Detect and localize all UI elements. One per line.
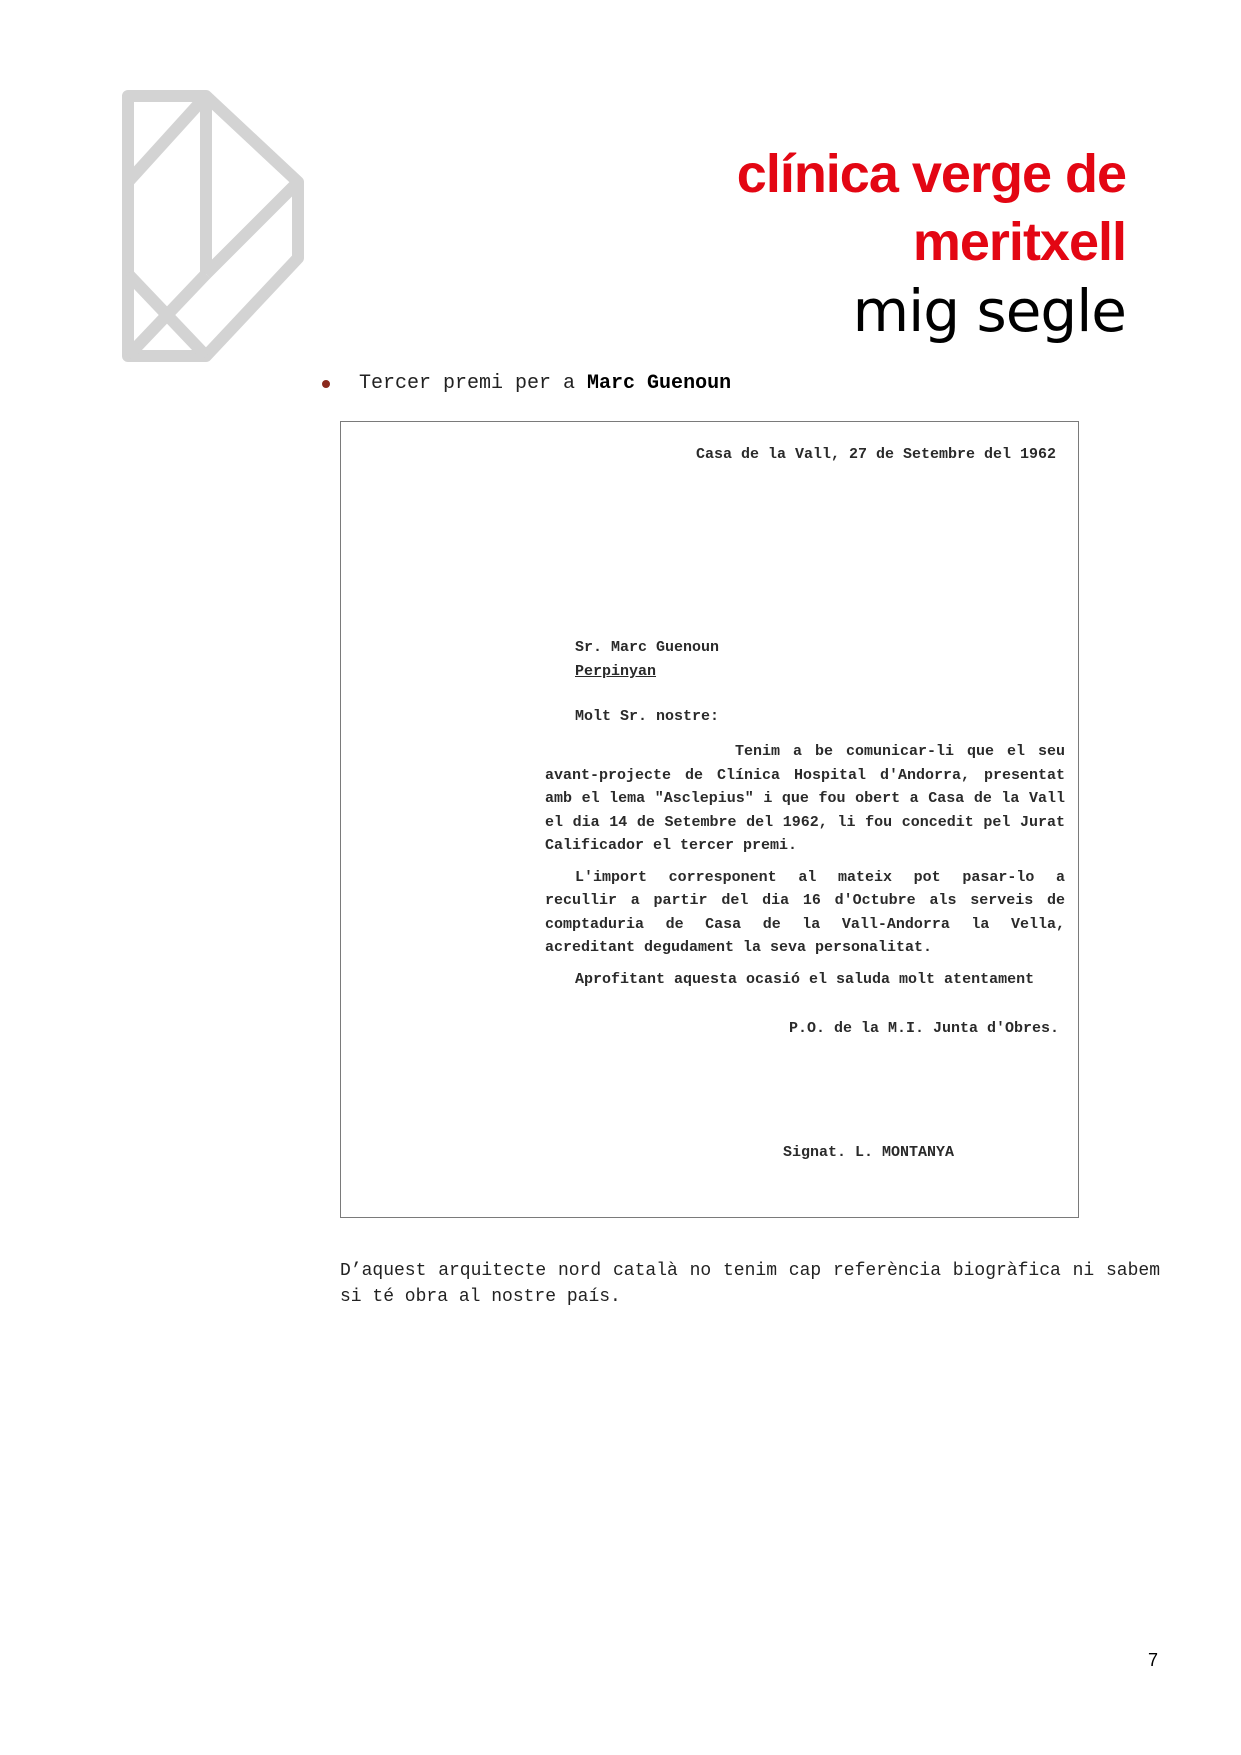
letter-closing: P.O. de la M.I. Junta d'Obres. (789, 1020, 1060, 1037)
letter-paragraph: L'import corresponent al mateix pot pasar-lo a recullir a partir del dia 16 d'Octubre als serveis de comptaduria de Casa de la Vall-Andorra la Vella, acreditant degudament la seva personalitat. (545, 868, 1065, 956)
letter-paragraph: Tenim a be comunicar-li que el seu avant-projecte de Clínica Hospital d'Andorra, presentat amb el lema "Asclepius" i que fou obert a Casa de la Vall el dia 14 de Setembre del 1962, li fou concedit pel Jurat Calificador el tercer premi. (545, 743, 1065, 854)
letter-image (340, 421, 1079, 1218)
letter-greeting: Molt Sr. nostre: (575, 708, 720, 725)
bullet-name: Marc Guenoun (587, 372, 732, 395)
letter-paragraph: Aprofitant aquesta ocasió el saluda molt atentament (575, 970, 1035, 988)
bullet-icon (322, 380, 330, 388)
caption-text: D’aquest arquitecte nord català no tenim cap referència biogràfica ni sabem si té obra al nostre país. (340, 1261, 1160, 1307)
logo-icon (118, 86, 316, 366)
title-block (737, 140, 1126, 346)
letter-signature: Signat. L. MONTANYA (783, 1144, 955, 1161)
bullet-text: Tercer premi per a (359, 372, 588, 395)
page-title-line-2: meritxell (912, 212, 1126, 272)
letter-city: Perpinyan (575, 663, 657, 680)
letter-address (575, 636, 719, 684)
letter-body (545, 740, 1065, 999)
page-title-line-1: clínica verge de (736, 144, 1126, 204)
letter-date: Casa de la Vall, 27 de Setembre del 1962 (695, 446, 1056, 463)
page-number: 7 (1148, 1650, 1159, 1670)
bullet-item (322, 372, 731, 395)
page-subtitle: mig segle (852, 277, 1126, 345)
letter-recipient: Sr. Marc Guenoun (575, 639, 720, 656)
